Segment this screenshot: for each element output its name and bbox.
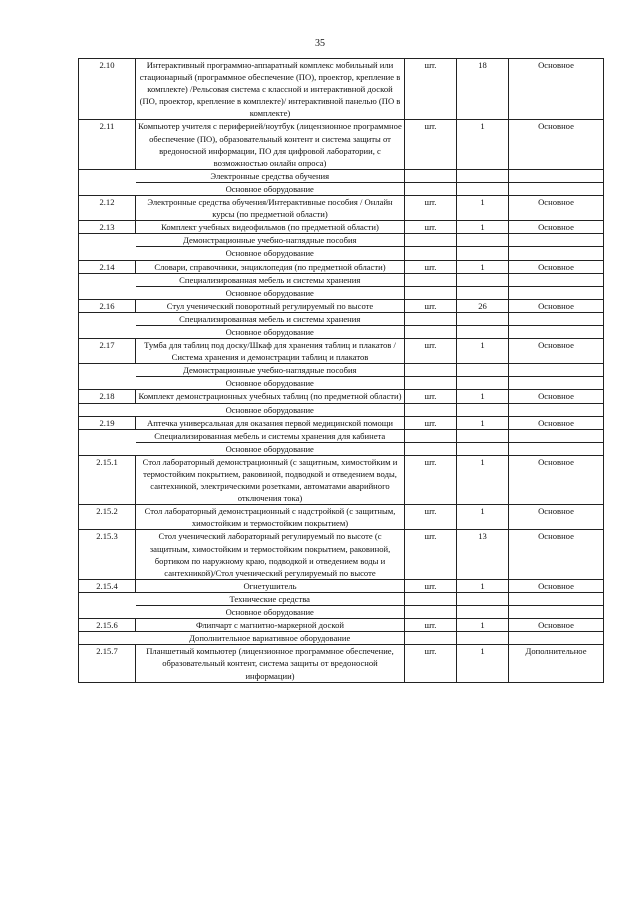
item-name: Стол ученический лабораторный регулируемый по высоте (с защитным, химостойким и термостойким покрытием, раковиной, бортиком по наружному краю, подводкой и отведением воды и сантехникой)/Стол ученический регулируемый по высоте (136, 530, 405, 579)
empty-cell (79, 169, 136, 182)
empty-cell (457, 377, 509, 390)
item-quantity: 1 (457, 221, 509, 234)
section-heading: Технические средства (136, 592, 405, 605)
empty-cell (509, 247, 604, 260)
item-row (79, 505, 604, 530)
item-unit: шт. (405, 530, 457, 579)
item-quantity: 1 (457, 645, 509, 682)
item-number: 2.15.1 (79, 455, 136, 504)
section-heading: Основное оборудование (136, 182, 405, 195)
item-row (79, 59, 604, 120)
empty-cell (509, 592, 604, 605)
empty-cell (79, 234, 136, 247)
empty-cell (405, 273, 457, 286)
section-heading: Демонстрационные учебно-наглядные пособия (136, 234, 405, 247)
item-row (79, 645, 604, 682)
empty-cell (405, 325, 457, 338)
empty-cell (405, 606, 457, 619)
empty-cell (457, 312, 509, 325)
empty-cell (457, 429, 509, 442)
item-unit: шт. (405, 505, 457, 530)
item-name: Стол лабораторный демонстрационный (с защитным, химостойким и термостойким покрытием, раковиной, подводкой и отведением воды, сантехникой, электрическими розетками, автоматами аварийного отключения тока) (136, 455, 405, 504)
item-number: 2.15.6 (79, 619, 136, 632)
empty-cell (79, 429, 136, 442)
item-name: Комплект учебных видеофильмов (по предметной области) (136, 221, 405, 234)
item-unit: шт. (405, 455, 457, 504)
item-number: 2.19 (79, 416, 136, 429)
item-row (79, 260, 604, 273)
empty-cell (509, 234, 604, 247)
item-number: 2.17 (79, 339, 136, 364)
item-unit: шт. (405, 120, 457, 169)
item-name: Тумба для таблиц под доску/Шкаф для хранения таблиц и плакатов / Система хранения и демонстрации таблиц и плакатов (136, 339, 405, 364)
item-type: Основное (509, 390, 604, 403)
empty-cell (509, 182, 604, 195)
section-heading-row (79, 182, 604, 195)
empty-cell (509, 606, 604, 619)
item-name: Интерактивный программно-аппаратный комплекс мобильный или стационарный (программное обеспечение (ПО), проектор, крепление в комплекте) /Рельсовая система с классной и интерактивной доской (ПО, проектор, крепление в комплекте)/ интерактивной панелью (ПО в комплекте) (136, 59, 405, 120)
item-row (79, 299, 604, 312)
empty-cell (509, 403, 604, 416)
item-name: Аптечка универсальная для оказания первой медицинской помощи (136, 416, 405, 429)
item-unit: шт. (405, 579, 457, 592)
section-heading: Основное оборудование (136, 325, 405, 338)
section-heading: Основное оборудование (136, 403, 405, 416)
empty-cell (457, 592, 509, 605)
item-row (79, 416, 604, 429)
item-type: Основное (509, 260, 604, 273)
empty-cell (457, 606, 509, 619)
item-name: Комплект демонстрационных учебных таблиц (по предметной области) (136, 390, 405, 403)
item-row (79, 120, 604, 169)
section-heading-row (79, 377, 604, 390)
equipment-table (78, 58, 604, 683)
item-number: 2.18 (79, 390, 136, 403)
item-unit: шт. (405, 260, 457, 273)
section-heading-row (79, 592, 604, 605)
item-quantity: 1 (457, 120, 509, 169)
section-heading-row (79, 234, 604, 247)
item-type: Основное (509, 59, 604, 120)
item-unit: шт. (405, 339, 457, 364)
empty-cell (79, 247, 136, 260)
section-heading-row (79, 312, 604, 325)
section-heading-row (79, 429, 604, 442)
empty-cell (405, 247, 457, 260)
empty-cell (79, 325, 136, 338)
item-type: Основное (509, 505, 604, 530)
section-heading-row (79, 286, 604, 299)
item-quantity: 1 (457, 455, 509, 504)
empty-cell (405, 377, 457, 390)
item-number: 2.15.4 (79, 579, 136, 592)
empty-cell (509, 273, 604, 286)
empty-cell (405, 364, 457, 377)
item-row (79, 619, 604, 632)
empty-cell (405, 312, 457, 325)
section-heading-row (79, 169, 604, 182)
item-unit: шт. (405, 619, 457, 632)
empty-cell (509, 286, 604, 299)
item-type: Основное (509, 416, 604, 429)
item-quantity: 1 (457, 196, 509, 221)
section-heading-row (79, 403, 604, 416)
section-heading-row (79, 247, 604, 260)
empty-cell (509, 325, 604, 338)
item-number: 2.12 (79, 196, 136, 221)
empty-cell (79, 592, 136, 605)
empty-cell (457, 403, 509, 416)
empty-cell (79, 364, 136, 377)
empty-cell (457, 632, 509, 645)
empty-cell (79, 312, 136, 325)
empty-cell (457, 364, 509, 377)
empty-cell (405, 442, 457, 455)
section-heading: Основное оборудование (136, 286, 405, 299)
empty-cell (405, 403, 457, 416)
item-number: 2.11 (79, 120, 136, 169)
item-unit: шт. (405, 196, 457, 221)
section-heading: Специализированная мебель и системы хранения (136, 312, 405, 325)
item-row (79, 530, 604, 579)
section-heading: Специализированная мебель и системы хранения для кабинета (136, 429, 405, 442)
empty-cell (509, 364, 604, 377)
item-type: Основное (509, 579, 604, 592)
item-type: Дополнительное (509, 645, 604, 682)
empty-cell (457, 247, 509, 260)
item-quantity: 1 (457, 416, 509, 429)
empty-cell (79, 377, 136, 390)
section-heading: Основное оборудование (136, 442, 405, 455)
section-heading: Основное оборудование (136, 247, 405, 260)
empty-cell (405, 429, 457, 442)
item-quantity: 1 (457, 579, 509, 592)
item-type: Основное (509, 619, 604, 632)
item-number: 2.15.3 (79, 530, 136, 579)
empty-cell (509, 312, 604, 325)
empty-cell (405, 632, 457, 645)
empty-cell (79, 182, 136, 195)
item-type: Основное (509, 530, 604, 579)
item-row (79, 579, 604, 592)
section-heading-row (79, 325, 604, 338)
item-number: 2.13 (79, 221, 136, 234)
empty-cell (405, 592, 457, 605)
empty-cell (457, 325, 509, 338)
item-quantity: 1 (457, 505, 509, 530)
item-unit: шт. (405, 59, 457, 120)
section-heading: Дополнительное вариативное оборудование (136, 632, 405, 645)
equipment-table-body (79, 59, 604, 683)
empty-cell (457, 286, 509, 299)
empty-cell (509, 169, 604, 182)
item-number: 2.10 (79, 59, 136, 120)
empty-cell (79, 606, 136, 619)
item-name: Стул ученический поворотный регулируемый по высоте (136, 299, 405, 312)
item-unit: шт. (405, 390, 457, 403)
item-number: 2.15.7 (79, 645, 136, 682)
section-heading: Основное оборудование (136, 377, 405, 390)
empty-cell (457, 442, 509, 455)
item-row (79, 196, 604, 221)
item-quantity: 1 (457, 260, 509, 273)
section-heading-row (79, 442, 604, 455)
empty-cell (509, 442, 604, 455)
item-name: Компьютер учителя с периферией/ноутбук (лицензионное программное обеспечение (ПО), образовательный контент и система защиты от вредоносной информации, ПО для цифровой лаборатории, с возможностью онлайн опроса) (136, 120, 405, 169)
page-number: 35 (315, 38, 325, 49)
item-quantity: 1 (457, 390, 509, 403)
item-type: Основное (509, 455, 604, 504)
item-name: Огнетушитель (136, 579, 405, 592)
empty-cell (457, 182, 509, 195)
item-row (79, 390, 604, 403)
item-unit: шт. (405, 221, 457, 234)
item-type: Основное (509, 299, 604, 312)
section-heading: Специализированная мебель и системы хранения (136, 273, 405, 286)
section-heading-row (79, 273, 604, 286)
empty-cell (79, 273, 136, 286)
item-unit: шт. (405, 299, 457, 312)
item-quantity: 26 (457, 299, 509, 312)
item-row (79, 339, 604, 364)
item-quantity: 1 (457, 339, 509, 364)
section-heading-row (79, 632, 604, 645)
empty-cell (79, 286, 136, 299)
empty-cell (405, 182, 457, 195)
empty-cell (405, 234, 457, 247)
section-heading-row (79, 606, 604, 619)
empty-cell (79, 442, 136, 455)
item-number: 2.14 (79, 260, 136, 273)
section-heading: Основное оборудование (136, 606, 405, 619)
item-name: Планшетный компьютер (лицензионное программное обеспечение, образовательный контент, система защиты от вредоносной информации) (136, 645, 405, 682)
item-quantity: 18 (457, 59, 509, 120)
empty-cell (509, 429, 604, 442)
item-number: 2.16 (79, 299, 136, 312)
item-name: Электронные средства обучения/Интерактивные пособия / Онлайн курсы (по предметной области) (136, 196, 405, 221)
section-heading: Электронные средства обучения (136, 169, 405, 182)
item-type: Основное (509, 221, 604, 234)
empty-cell (79, 632, 136, 645)
item-type: Основное (509, 120, 604, 169)
item-type: Основное (509, 196, 604, 221)
empty-cell (457, 169, 509, 182)
item-number: 2.15.2 (79, 505, 136, 530)
empty-cell (405, 169, 457, 182)
item-unit: шт. (405, 416, 457, 429)
item-row (79, 221, 604, 234)
section-heading-row (79, 364, 604, 377)
item-row (79, 455, 604, 504)
item-name: Словари, справочники, энциклопедия (по предметной области) (136, 260, 405, 273)
empty-cell (457, 273, 509, 286)
section-heading: Демонстрационные учебно-наглядные пособия (136, 364, 405, 377)
item-quantity: 1 (457, 619, 509, 632)
item-type: Основное (509, 339, 604, 364)
empty-cell (509, 632, 604, 645)
empty-cell (457, 234, 509, 247)
item-quantity: 13 (457, 530, 509, 579)
empty-cell (405, 286, 457, 299)
empty-cell (79, 403, 136, 416)
item-name: Стол лабораторный демонстрационный с надстройкой (с защитным, химостойким и термостойким покрытием) (136, 505, 405, 530)
item-name: Флипчарт с магнитно-маркерной доской (136, 619, 405, 632)
empty-cell (509, 377, 604, 390)
item-unit: шт. (405, 645, 457, 682)
